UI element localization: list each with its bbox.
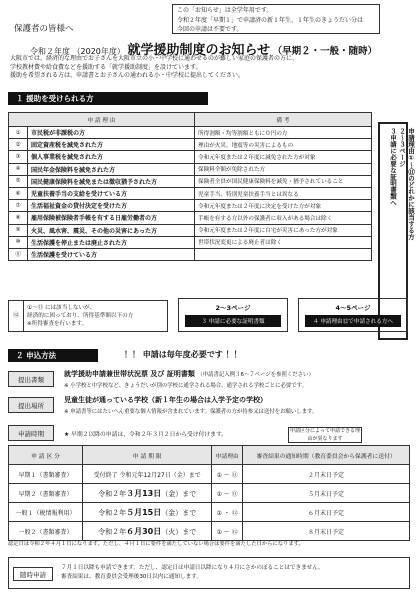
sched-header-reasons: 申請理由 bbox=[212, 446, 243, 465]
reason-note: 保険料全額が免除された方 bbox=[195, 163, 372, 175]
sched-deadline bbox=[82, 503, 211, 522]
reasons-table bbox=[8, 112, 372, 261]
period-text: ★ 早期２以降の申請は、令和２年３月２日から受け付けます。 bbox=[64, 432, 228, 438]
annual-notice: ！！ 申請は毎年度必要です ！！ bbox=[124, 350, 242, 359]
deadline-post: （金）まで bbox=[161, 489, 197, 498]
reason12-box bbox=[8, 300, 168, 332]
reasons-header-reason: 申 請 理 由 bbox=[9, 113, 195, 127]
deadline-pre: 令和２年 bbox=[98, 527, 127, 536]
sidebox-line: ２〜３ページ bbox=[398, 128, 406, 167]
reason-note: 手帳を有する方以外の保護者に収入がある場合は除く bbox=[195, 212, 372, 224]
submit-docs-text bbox=[64, 369, 314, 379]
submit-docs-note: ※ 小学校と中学校など、きょうだいが別の学校に通学される場合、通学される学校ごとに必要です。 bbox=[64, 383, 307, 389]
reason-text: 生活福祉資金の貸付決定を受けた方 bbox=[28, 200, 195, 212]
submit-docs-small: （申請書記入例３6〜７ページを参照ください） bbox=[197, 372, 314, 378]
reason12-no: ⑫ bbox=[9, 301, 24, 331]
reason-text: 生活保護を受けている方 bbox=[28, 248, 195, 260]
reason-row bbox=[9, 200, 372, 212]
deadline-date: ３月13日 bbox=[126, 488, 162, 498]
sched-notice: ５月末日予定 bbox=[243, 484, 410, 503]
reason-note: 令和元年度または２年度に自宅が災害にあった方が対象 bbox=[195, 224, 372, 236]
reason-row bbox=[9, 175, 372, 187]
period-label: 申請時期 bbox=[8, 425, 54, 441]
reason-no: ⑪ bbox=[9, 248, 28, 260]
reason-text: 国民健康保険料を減免または徴収猶予された方 bbox=[28, 175, 195, 187]
reason-no: ⑧ bbox=[9, 212, 28, 224]
reason-note: 所得割額・均等割額ともに０円の方 bbox=[195, 127, 372, 139]
pages-b-label: ４ 申請理由⑫で申請される方へ bbox=[305, 315, 401, 327]
reason-row bbox=[9, 236, 372, 248]
sidebox-text bbox=[388, 128, 415, 240]
pages-a-range: 2〜3ページ bbox=[215, 304, 251, 312]
sched-kind: 一般１（税情報利用） bbox=[9, 503, 83, 522]
section2-title: 申込方法 bbox=[26, 351, 57, 360]
deadline-post: （火）まで bbox=[161, 527, 197, 536]
reason12-text bbox=[27, 304, 133, 328]
reason12-line: ※所得審査を行います。 bbox=[27, 321, 88, 327]
reason-note: 理由が火災、地震等の災害によるもの bbox=[195, 139, 372, 151]
reason-text: 固定資産税を減免された方 bbox=[28, 139, 195, 151]
pages-b-range: 4〜5ページ bbox=[335, 304, 371, 312]
reason-note: 世帯状況変更による廃止者は除く bbox=[195, 236, 372, 248]
reason-note: 児童手当、特別児童扶養手当とは異なる bbox=[195, 187, 372, 199]
sched-header-deadline: 申 請 期 限 bbox=[82, 446, 211, 465]
deadline-date: ５月15日 bbox=[126, 507, 162, 517]
section1-title: 援助を受けられる方 bbox=[26, 94, 94, 103]
reason12-line: ①～⑪ には該当しないが、 bbox=[27, 305, 96, 311]
reason-row bbox=[9, 127, 372, 139]
period-value: 早期２以降の申請は、令和２年３月２日から受け付けます。 bbox=[71, 432, 228, 438]
sched-kind: 早期２（書類審査） bbox=[9, 484, 83, 503]
reason-note bbox=[195, 248, 372, 260]
deadline-post: （金）まで bbox=[161, 508, 197, 517]
title-sub: （早期２・一般・随時） bbox=[272, 46, 378, 57]
reason-no: ⑩ bbox=[9, 236, 28, 248]
rolling-label: 随時申請 bbox=[13, 567, 53, 581]
pages-a-label: ３ 申請に必要な証明書類 bbox=[185, 315, 281, 327]
notice-box bbox=[172, 4, 380, 34]
submit-place-note: ※ 申請書等にはたいへん重要な個人情報が含まれています。保護者の方が持参又は送付をお願いします。 bbox=[64, 409, 318, 415]
sidebox-line: ３申請に必要な証明書類へ bbox=[389, 128, 397, 206]
deadline-date: ６月30日 bbox=[126, 526, 162, 536]
sched-reasons: ① 〜 ⑪ bbox=[212, 465, 243, 484]
sched-reasons: ① ・ ⑫ bbox=[212, 503, 243, 522]
rolling-text bbox=[61, 564, 324, 581]
section2-num: ２ bbox=[16, 351, 24, 360]
reason-row bbox=[9, 187, 372, 199]
reason-text: 個人事業税を減免された方 bbox=[28, 151, 195, 163]
sched-notice: ８月末日予定 bbox=[243, 522, 410, 541]
sched-kind: 一般２（書類審査） bbox=[9, 522, 83, 541]
reason-row bbox=[9, 248, 372, 260]
notice-line: 令和２年度「早期１」で申請済の新１年生、１年生のきょうだい分は bbox=[177, 16, 364, 24]
reason-note: 申請区分によって申請できる理由が異なります bbox=[289, 428, 360, 442]
pages-box-a bbox=[178, 298, 288, 332]
section1-header bbox=[8, 92, 208, 105]
sched-reasons: ① 〜 ⑪ bbox=[212, 484, 243, 503]
reason-note: 令和元年度または２年度に決定を受けた方が対象 bbox=[195, 200, 372, 212]
rolling-line: 審査結果は、教育委員会受理後30日以内に通知します。 bbox=[61, 573, 202, 580]
acceptance-note: 認定日は令和２年４月１日になります。ただし、４月１日に要件を満たしていない場合は要件を満たした日からになります。 bbox=[8, 541, 304, 547]
salutation: 保護者の皆様へ bbox=[14, 24, 74, 34]
sched-deadline bbox=[82, 484, 211, 503]
intro-line: 援助を希望される方は、申請書とお子さんの通われる小・中学校に提出してください。 bbox=[10, 72, 245, 79]
submit-docs-main: 就学援助申請兼世帯状況票 及び 証明書類 bbox=[64, 370, 195, 378]
reason-no: ⑥ bbox=[9, 187, 28, 199]
reason-text: 雇用保険被保険者手帳を有する日雇労働者の方 bbox=[28, 212, 195, 224]
section2-header bbox=[8, 349, 98, 362]
notice-line: この「お知らせ」は全学年用です。 bbox=[177, 7, 273, 14]
reason-text: 児童扶養手当の支給を受けている方 bbox=[28, 187, 195, 199]
rolling-line: ７月１日以降も申請できます。ただし、認定日は申請日以降になり４月にさかのぼることはできません。 bbox=[61, 565, 324, 571]
title-year: 令和２年度 （2020年度） bbox=[30, 47, 125, 56]
reason-no: ③ bbox=[9, 151, 28, 163]
submit-docs-label: 提出書類 bbox=[8, 371, 54, 387]
reason-note: 保険者全員が国民健康保険料を減免・猶予されていること bbox=[195, 175, 372, 187]
intro bbox=[10, 55, 412, 81]
intro-line: 大阪市では、経済的な理由でお子さんを大阪市立の小・中学校に通わせるのが難しい家庭の保護者の方に、 bbox=[10, 55, 299, 62]
sched-reasons: ① 〜 ⑫ bbox=[212, 522, 243, 541]
schedule-table bbox=[8, 445, 410, 541]
reason-row bbox=[9, 224, 372, 236]
deadline-pre: 令和２年 bbox=[98, 489, 127, 498]
title-main: 就学援助制度のお知らせ bbox=[127, 43, 271, 58]
reason-row bbox=[9, 139, 372, 151]
sched-deadline: 受付終了 令和元年12月27日（金）まで bbox=[82, 465, 211, 484]
submit-place-label: 提出場所 bbox=[8, 397, 54, 413]
sched-header-notice: 審査結果の通知時期（教育委員会から保護者に送付） bbox=[243, 446, 410, 465]
intro-line: 学校教材費や給食費などを援助する「就学援助制度」を設けています。 bbox=[10, 63, 202, 71]
reason-text: 生活保護を停止または廃止された方 bbox=[28, 236, 195, 248]
reason12-line: 経済的に困っており、所得基準額以下の方 bbox=[27, 313, 134, 319]
reason-no: ⑤ bbox=[9, 175, 28, 187]
reasons-header-note: 備 考 bbox=[195, 113, 372, 127]
reason-text: 市民税が非課税の方 bbox=[28, 127, 195, 139]
sched-notice: ６月末日予定 bbox=[243, 503, 410, 522]
pages-box-b bbox=[298, 298, 408, 332]
reason-no: ① bbox=[9, 127, 28, 139]
reason-row bbox=[9, 151, 372, 163]
reason-row bbox=[9, 163, 372, 175]
reason-text: 国民年金保険料を減免された方 bbox=[28, 163, 195, 175]
reason-no: ② bbox=[9, 139, 28, 151]
reason-no: ⑦ bbox=[9, 200, 28, 212]
reason-no: ⑨ bbox=[9, 224, 28, 236]
sidebox-line: 申請理由①～⑪のどれかに該当する方 bbox=[407, 128, 415, 240]
reason-no: ④ bbox=[9, 163, 28, 175]
deadline-pre: 令和２年 bbox=[98, 508, 127, 517]
section1-num: １ bbox=[16, 94, 24, 103]
sched-notice: ２月末日予定 bbox=[243, 465, 410, 484]
reason-text: 火災、風水害、震災、その他の災害にあった方 bbox=[28, 224, 195, 236]
notice-line: 今回の申請は不要です。 bbox=[177, 26, 243, 33]
sched-header-kind: 申 請 区 分 bbox=[9, 446, 83, 465]
reason-note: 令和元年度または２年度に減免された方が対象 bbox=[195, 151, 372, 163]
sched-kind: 早期１（書類審査） bbox=[9, 465, 83, 484]
reason-row bbox=[9, 212, 372, 224]
rolling-application-box bbox=[8, 557, 410, 589]
sched-deadline bbox=[82, 522, 211, 541]
submit-place-text: 児童生徒が通っている学校（新１年生の場合は入学予定の学校） bbox=[64, 396, 267, 404]
